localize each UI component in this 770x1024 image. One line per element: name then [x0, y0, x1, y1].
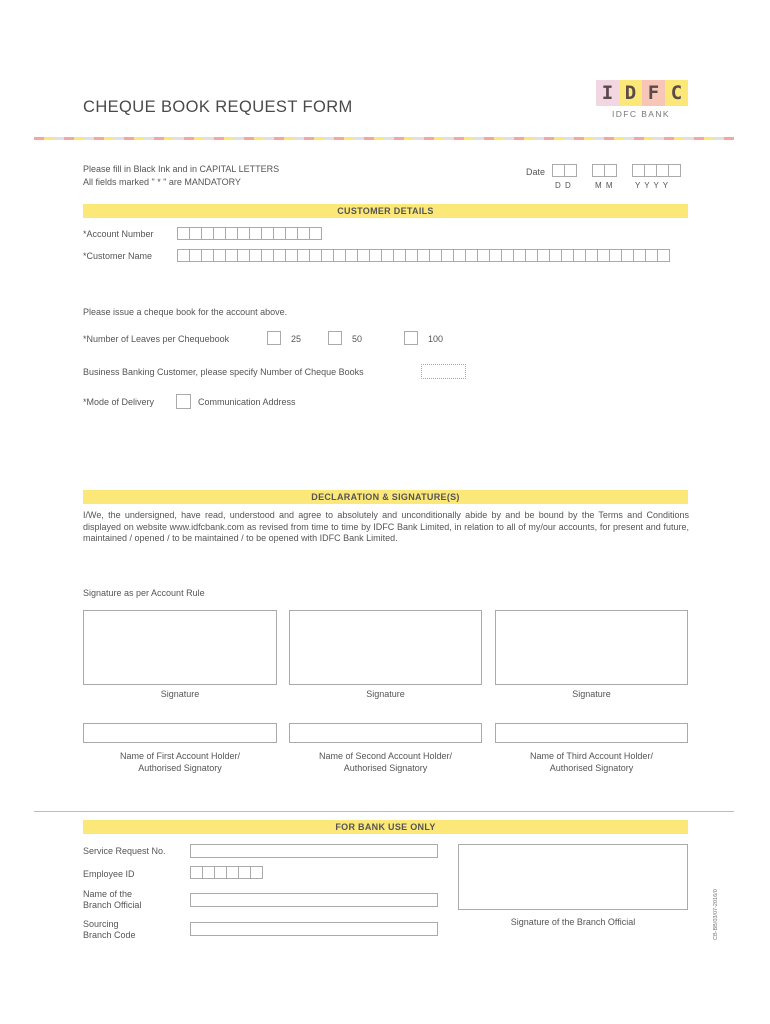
stripe-segment: [584, 137, 594, 140]
stripe-segment: [384, 137, 394, 140]
stripe-segment: [74, 137, 84, 140]
stripe-segment: [664, 137, 674, 140]
stripe-segment: [34, 137, 44, 140]
date-label: Date: [526, 167, 546, 177]
stripe-segment: [394, 137, 404, 140]
delivery-label: *Mode of Delivery: [83, 397, 155, 407]
third-holder-label-line1: Name of Third Account Holder/: [530, 751, 653, 761]
signature-label-1: Signature: [160, 689, 200, 699]
date-yyyy-hint: Y Y Y Y: [635, 181, 670, 190]
first-holder-label: [83, 751, 277, 774]
char-cell[interactable]: [250, 866, 263, 879]
signature-box-2[interactable]: [289, 610, 482, 685]
stripe-segment: [164, 137, 174, 140]
stripe-segment: [324, 137, 334, 140]
date-day-boxes[interactable]: [552, 164, 576, 177]
leaves-100-checkbox[interactable]: [404, 331, 418, 345]
stripe-segment: [414, 137, 424, 140]
leaves-25-checkbox[interactable]: [267, 331, 281, 345]
second-holder-label: [289, 751, 482, 774]
stripe-segment: [504, 137, 514, 140]
stripe-segment: [424, 137, 434, 140]
account-number-field[interactable]: [177, 227, 321, 240]
stripe-segment: [644, 137, 654, 140]
stripe-segment: [94, 137, 104, 140]
second-holder-name-input[interactable]: [289, 723, 482, 743]
customer-name-label: *Customer Name: [83, 251, 153, 261]
stripe-segment: [134, 137, 144, 140]
stripe-segment: [64, 137, 74, 140]
leaves-label: *Number of Leaves per Chequebook: [83, 334, 230, 344]
employee-id-label: Employee ID: [83, 869, 135, 879]
issue-text: Please issue a cheque book for the account above.: [83, 307, 288, 317]
date-cell[interactable]: [564, 164, 577, 177]
declaration-text: I/We, the undersigned, have read, understood and agree to absolutely and unconditionally abide by and be bound by the Terms and Conditions displayed on website www.idfcbank.com as revised from time to time by IDFC Bank Limited, in relation to all of my/our accounts, for present and future, maintained / opened / to be maintained / to be opened with IDFC Bank Limited.: [83, 510, 689, 543]
stripe-segment: [454, 137, 464, 140]
stripe-segment: [124, 137, 134, 140]
header-stripe: [34, 137, 734, 140]
stripe-segment: [364, 137, 374, 140]
sourcing-label-line2: Branch Code: [83, 930, 136, 940]
stripe-segment: [234, 137, 244, 140]
stripe-segment: [84, 137, 94, 140]
stripe-segment: [574, 137, 584, 140]
instruction-line-2: All fields marked " * " are MANDATORY: [83, 177, 241, 187]
sourcing-branch-code-input[interactable]: [190, 922, 438, 936]
first-holder-name-input[interactable]: [83, 723, 277, 743]
sourcing-label-line1: Sourcing: [83, 919, 119, 929]
stripe-segment: [404, 137, 414, 140]
stripe-segment: [194, 137, 204, 140]
date-mm-hint: M M: [595, 181, 614, 190]
stripe-segment: [294, 137, 304, 140]
idfc-logo: [596, 80, 688, 106]
third-holder-name-input[interactable]: [495, 723, 688, 743]
form-code: CB-BB/03/07-2016/0: [713, 889, 719, 940]
leaves-50-label: 50: [352, 334, 363, 344]
branch-official-label-line1: Name of the: [83, 889, 133, 899]
stripe-segment: [444, 137, 454, 140]
bank-use-heading: FOR BANK USE ONLY: [83, 820, 688, 834]
leaves-25-label: 25: [291, 334, 302, 344]
signature-label-3: Signature: [572, 689, 611, 699]
stripe-segment: [374, 137, 384, 140]
stripe-segment: [684, 137, 694, 140]
stripe-segment: [314, 137, 324, 140]
logo-letter: F: [642, 80, 665, 106]
cheque-books-count-input[interactable]: [421, 364, 466, 379]
second-holder-label-line2: Authorised Signatory: [343, 762, 428, 773]
stripe-segment: [354, 137, 364, 140]
employee-id-field[interactable]: [190, 866, 262, 879]
stripe-segment: [484, 137, 494, 140]
stripe-segment: [224, 137, 234, 140]
stripe-segment: [104, 137, 114, 140]
branch-official-signature-box[interactable]: [458, 844, 688, 910]
stripe-segment: [614, 137, 624, 140]
date-cell[interactable]: [668, 164, 681, 177]
stripe-segment: [244, 137, 254, 140]
second-holder-label-line1: Name of Second Account Holder/: [318, 751, 453, 761]
third-holder-label: [495, 751, 688, 774]
stripe-segment: [274, 137, 284, 140]
account-number-label: *Account Number: [83, 229, 154, 239]
stripe-segment: [704, 137, 714, 140]
date-dd-hint: D D: [555, 181, 572, 190]
stripe-segment: [214, 137, 224, 140]
date-year-boxes[interactable]: [632, 164, 680, 177]
stripe-segment: [114, 137, 124, 140]
char-cell[interactable]: [309, 227, 322, 240]
third-holder-label-line2: Authorised Signatory: [549, 762, 634, 773]
stripe-segment: [674, 137, 684, 140]
stripe-segment: [554, 137, 564, 140]
signature-box-1[interactable]: [83, 610, 277, 685]
stripe-segment: [724, 137, 734, 140]
date-cell[interactable]: [604, 164, 617, 177]
stripe-segment: [694, 137, 704, 140]
stripe-segment: [144, 137, 154, 140]
first-holder-label-line2: Authorised Signatory: [138, 762, 222, 773]
stripe-segment: [264, 137, 274, 140]
stripe-segment: [544, 137, 554, 140]
stripe-segment: [154, 137, 164, 140]
branch-official-label-line2: Branch Official: [83, 900, 142, 910]
stripe-segment: [514, 137, 524, 140]
char-cell[interactable]: [657, 249, 670, 262]
stripe-segment: [204, 137, 214, 140]
stripe-segment: [474, 137, 484, 140]
leaves-100-label: 100: [428, 334, 444, 344]
branch-official-signature-label: Signature of the Branch Official: [510, 917, 636, 927]
bank-name: IDFC BANK: [612, 109, 670, 119]
instruction-line-1: Please fill in Black Ink and in CAPITAL LETTERS: [83, 164, 280, 174]
stripe-segment: [344, 137, 354, 140]
stripe-segment: [624, 137, 634, 140]
logo-letter: C: [665, 80, 688, 106]
business-banking-label: Business Banking Customer, please specify Number of Cheque Books: [83, 367, 364, 377]
signature-rule-label: Signature as per Account Rule: [83, 588, 205, 598]
customer-details-heading: CUSTOMER DETAILS: [83, 204, 688, 218]
stripe-segment: [54, 137, 64, 140]
stripe-segment: [594, 137, 604, 140]
communication-address-label: Communication Address: [198, 397, 296, 407]
page-title: CHEQUE BOOK REQUEST FORM: [83, 98, 353, 116]
stripe-segment: [604, 137, 614, 140]
first-holder-label-line1: Name of First Account Holder/: [119, 751, 241, 761]
section-divider: [34, 811, 734, 812]
service-request-input[interactable]: [190, 844, 438, 858]
stripe-segment: [524, 137, 534, 140]
stripe-segment: [254, 137, 264, 140]
logo-letter: D: [619, 80, 642, 106]
stripe-segment: [494, 137, 504, 140]
stripe-segment: [634, 137, 644, 140]
stripe-segment: [174, 137, 184, 140]
logo-letter: I: [596, 80, 619, 106]
stripe-segment: [284, 137, 294, 140]
signature-label-2: Signature: [366, 689, 405, 699]
date-month-boxes[interactable]: [592, 164, 616, 177]
branch-official-input[interactable]: [190, 893, 438, 907]
stripe-segment: [44, 137, 54, 140]
customer-name-field[interactable]: [177, 249, 669, 262]
signature-box-3[interactable]: [495, 610, 688, 685]
leaves-50-checkbox[interactable]: [328, 331, 342, 345]
declaration-heading: DECLARATION & SIGNATURE(S): [83, 490, 688, 504]
stripe-segment: [714, 137, 724, 140]
stripe-segment: [534, 137, 544, 140]
stripe-segment: [184, 137, 194, 140]
stripe-segment: [434, 137, 444, 140]
stripe-segment: [564, 137, 574, 140]
communication-address-checkbox[interactable]: [176, 394, 191, 409]
stripe-segment: [464, 137, 474, 140]
stripe-segment: [654, 137, 664, 140]
service-request-label: Service Request No.: [83, 846, 166, 856]
stripe-segment: [334, 137, 344, 140]
stripe-segment: [304, 137, 314, 140]
